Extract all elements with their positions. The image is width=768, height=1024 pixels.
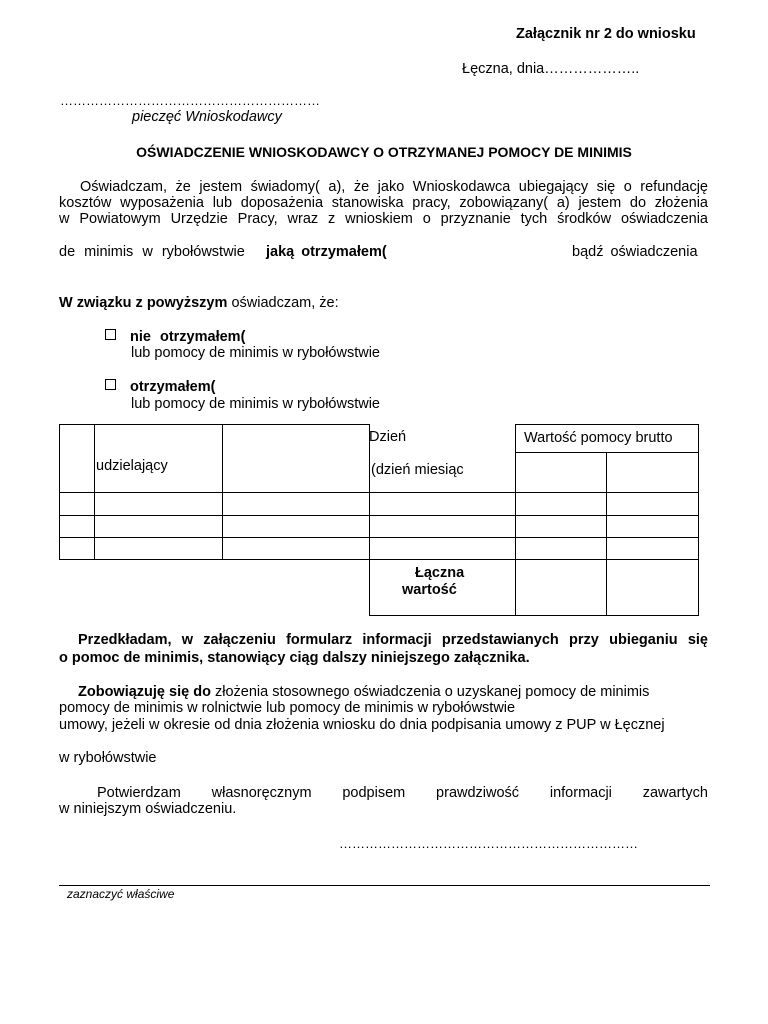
table-header-value: Wartość pomocy brutto (524, 430, 673, 446)
option-not-received[interactable]: nie otrzymałem( (105, 329, 245, 345)
table-header-day: Dzień (369, 429, 407, 445)
table-total-label-1: Łączna (415, 565, 465, 581)
checkbox-received[interactable] (105, 379, 116, 390)
commit-line-4: w rybołówstwie (59, 750, 157, 766)
submit-line-1: Przedkładam, w załączeniu formularz informacji przedstawianych przy ubieganiu się (78, 632, 708, 648)
intro-line-2: kosztów wyposażenia lub doposażenia stanowiska pracy, zobowiązany( a) jestem do złożenia (59, 195, 708, 211)
footnote: zaznaczyć właściwe (67, 887, 175, 901)
table-header-day-format: (dzień miesiąc (371, 462, 464, 478)
intro-line-4a: de minimis w rybołówstwie (59, 244, 245, 260)
submit-line-2: o pomoc de minimis, stanowiący ciąg dalszy niniejszego załącznika. (59, 650, 530, 666)
intro-line-3: w Powiatowym Urzędzie Pracy, wraz z wnioskiem o przyznanie tych środków oświadczenia (59, 211, 708, 227)
footnote-separator (59, 885, 710, 886)
stamp-label: pieczęć Wnioskodawcy (132, 109, 282, 125)
commit-line-1: Zobowiązuję się do złożenia stosownego oświadczenia o uzyskanej pomocy de minimis (78, 684, 650, 700)
page-title: OŚWIADCZENIE WNIOSKODAWCY O OTRZYMANEJ POMOCY DE MINIMIS (136, 144, 632, 160)
commit-line-2: pomocy de minimis w rolnictwie lub pomocy de minimis w rybołówstwie (59, 700, 516, 716)
option-received[interactable]: otrzymałem( (105, 379, 215, 395)
declaration-lead: W związku z powyższym oświadczam, że: (59, 295, 339, 311)
option-not-received-sub: lub pomocy de minimis w rybołówstwie (131, 345, 380, 361)
confirm-line-2: w niniejszym oświadczeniu. (59, 801, 237, 817)
checkbox-not-received[interactable] (105, 329, 116, 340)
place-date: Łęczna, dnia……………….. (462, 61, 640, 77)
commit-line-3: umowy, jeżeli w okresie od dnia złożenia wniosku do dnia podpisania umowy z PUP w Łęcznej (59, 717, 665, 733)
signature-dots: …………………………………………………………… (339, 836, 638, 851)
intro-line-1: Oświadczam, że jestem świadomy( a), że jako Wnioskodawca ubiegający się o refundację (80, 179, 708, 195)
intro-line-4b: jaką otrzymałem( (266, 244, 387, 260)
option-received-sub: lub pomocy de minimis w rybołówstwie (131, 396, 380, 412)
attachment-label: Załącznik nr 2 do wniosku (516, 26, 696, 42)
confirm-line-1: Potwierdzam własnoręcznym podpisem prawdziwość informacji zawartych (97, 785, 708, 801)
table-header-granting: udzielający (96, 458, 168, 474)
table-total-label-2: wartość (402, 582, 457, 598)
stamp-dots: …………………………………………………… (60, 93, 320, 108)
intro-line-4c: bądź oświadczenia (572, 244, 698, 260)
